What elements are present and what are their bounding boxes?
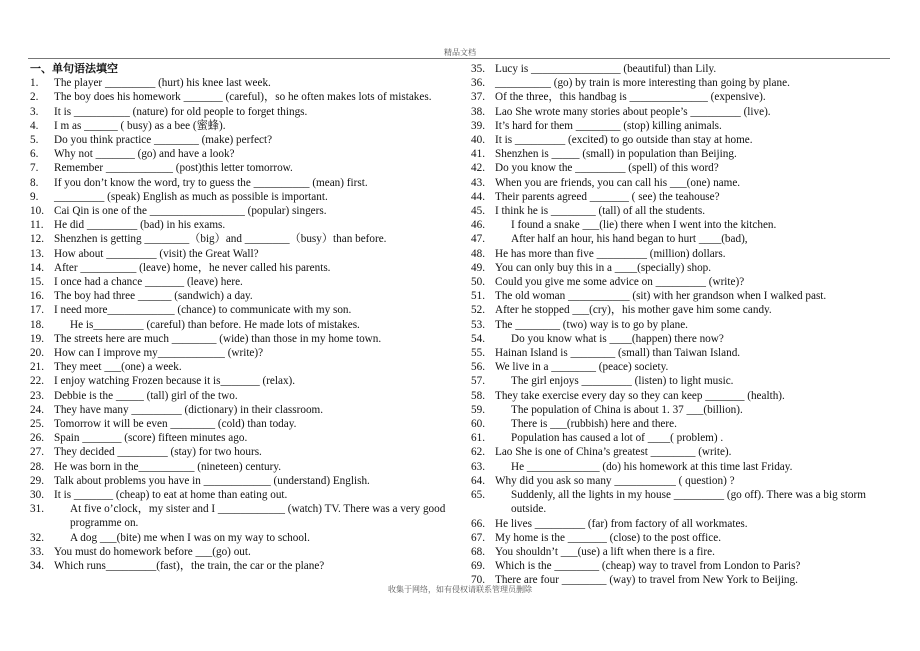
question-text: I enjoy watching Frozen because it is_______ (relax). [54, 375, 296, 388]
question-text: When you are friends, you can call his ___(one) name. [495, 176, 741, 189]
question-number: 48. [471, 247, 485, 260]
question-item [30, 445, 450, 459]
question-text: Tomorrow it will be even ________ (cold) than today. [54, 418, 297, 431]
question-number: 22. [30, 375, 44, 388]
question-text: He is_________ (careful) than before. He made lots of mistakes. [70, 318, 360, 331]
question-number: 39. [471, 119, 485, 132]
question-number: 65. [471, 489, 485, 502]
question-item [471, 318, 891, 332]
question-number: 2. [30, 91, 39, 104]
question-text: Do you know what is ____(happen) there now? [511, 332, 724, 345]
question-number: 8. [30, 176, 39, 189]
question-text: They meet ___(one) a week. [54, 361, 182, 374]
question-number: 11. [30, 219, 44, 232]
question-text: Cai Qin is one of the _________________ (popular) singers. [54, 205, 327, 218]
question-number: 7. [30, 162, 39, 175]
question-list-right [471, 62, 891, 588]
question-item [30, 488, 450, 502]
question-number: 42. [471, 162, 485, 175]
question-number: 35. [471, 63, 485, 75]
question-number: 25. [30, 418, 44, 431]
question-text: The streets here are much ________ (wide) than those in my home town. [54, 332, 382, 345]
question-item [471, 119, 891, 133]
question-item [30, 460, 450, 474]
question-number: 61. [471, 432, 485, 445]
question-number: 68. [471, 545, 485, 558]
question-item [471, 218, 891, 232]
question-number: 24. [30, 403, 44, 416]
question-number: 13. [30, 247, 44, 260]
question-number: 51. [471, 290, 485, 303]
question-text: Do you think practice ________ (make) perfect? [54, 134, 273, 146]
question-item [30, 374, 450, 388]
question-number: 70. [471, 574, 485, 587]
question-text: The player _________ (hurt) his knee last week. [54, 77, 271, 90]
question-text: He lives _________ (far) from factory of all workmates. [495, 517, 748, 530]
question-number: 69. [471, 560, 485, 573]
question-text: He did _________ (bad) in his exams. [54, 219, 226, 232]
question-item [471, 460, 891, 474]
page-footer: 收集于网络，如有侵权请联系管理员删除 [388, 585, 532, 594]
question-item [30, 190, 450, 204]
section-title: 一、单句语法填空 [30, 62, 118, 75]
question-item [30, 204, 450, 218]
question-text: It is _______ (cheap) to eat at home than eating out. [54, 489, 288, 502]
question-item [471, 417, 891, 431]
right-column [471, 62, 891, 588]
question-item [30, 261, 450, 275]
question-item [30, 389, 450, 403]
question-number: 46. [471, 219, 485, 232]
question-number: 1. [30, 77, 39, 90]
question-text: It is _________ (excited) to go outside than stay at home. [495, 134, 753, 147]
question-item [30, 559, 450, 573]
question-number: 4. [30, 119, 39, 132]
question-text: Which runs_________(fast)，the train, the car or the plane? [54, 560, 325, 573]
question-number: 57. [471, 375, 485, 388]
question-item [30, 403, 450, 417]
question-text: You must do homework before ___(go) out. [54, 545, 251, 558]
header-divider [28, 58, 890, 59]
question-number: 40. [471, 134, 485, 147]
question-text: They decided _________ (stay) for two hours. [54, 446, 262, 459]
question-text: I found a snake ___(lie) there when I went into the kitchen. [511, 219, 777, 232]
question-number: 41. [471, 148, 485, 161]
question-item [30, 133, 450, 147]
question-text: Talk about problems you have in ____________ (understand) English. [54, 474, 370, 487]
question-item [471, 374, 891, 388]
left-column [30, 62, 450, 573]
question-number: 67. [471, 531, 485, 544]
question-item [471, 161, 891, 175]
question-text: He was born in the__________ (nineteen) century. [54, 460, 281, 473]
question-number: 6. [30, 148, 39, 161]
question-text: The boy does his homework _______ (careful)，so he often makes lots of mistakes. [54, 91, 432, 104]
question-number: 20. [30, 347, 44, 360]
question-item [30, 232, 450, 246]
question-item [471, 90, 891, 104]
question-text: Shenzhen is _____ (small) in population than Beijing. [495, 148, 737, 161]
page-header: 精品文档 [444, 48, 476, 57]
question-text: I need more____________ (chance) to communicate with my son. [54, 304, 352, 317]
question-number: 53. [471, 318, 485, 331]
question-item [471, 289, 891, 303]
question-text: Of the three，this handbag is ______________ (expensive). [495, 91, 766, 104]
question-item [471, 303, 891, 317]
question-text: A dog ___(bite) me when I was on my way to school. [70, 531, 310, 544]
question-item [30, 474, 450, 488]
question-text: We live in a ________ (peace) society. [495, 361, 669, 374]
question-text: He _____________ (do) his homework at this time last Friday. [511, 460, 793, 473]
question-text: I m as ______ ( busy) as a bee (蜜蜂). [54, 119, 226, 132]
question-number: 33. [30, 545, 44, 558]
question-text: It is __________ (nature) for old people to forget things. [54, 105, 308, 118]
question-number: 27. [30, 446, 44, 459]
question-text: Do you know the _________ (spell) of this word? [495, 162, 719, 175]
question-number: 52. [471, 304, 485, 317]
question-text: Lao She is one of China’s greatest ________ (write). [495, 446, 732, 459]
question-text: They take exercise every day so they can keep _______ (health). [495, 389, 785, 402]
question-text: There is ___(rubbish) here and there. [511, 418, 677, 431]
question-number: 32. [30, 531, 44, 544]
question-text: Population has caused a lot of ____( problem) . [511, 432, 724, 445]
question-number: 26. [30, 432, 44, 445]
question-item [471, 232, 891, 246]
question-text: At five o’clock，my sister and I ____________ (watch) TV. There was a very good programme on. [70, 503, 446, 530]
question-item [30, 218, 450, 232]
question-number: 28. [30, 460, 44, 473]
question-list-left [30, 76, 450, 573]
question-number: 3. [30, 105, 39, 118]
question-item [471, 545, 891, 559]
question-item [30, 531, 450, 545]
question-item [30, 502, 450, 530]
question-number: 19. [30, 332, 44, 345]
question-item [471, 105, 891, 119]
question-text: The girl enjoys _________ (listen) to light music. [511, 375, 734, 388]
question-text: How can I improve my____________ (write)? [54, 347, 264, 360]
question-item [471, 176, 891, 190]
question-item [471, 431, 891, 445]
question-text: The population of China is about 1. 37 ___(billion). [511, 403, 743, 416]
question-number: 62. [471, 446, 485, 459]
question-text: Suddenly, all the lights in my house _________ (go off). There was a big storm outside. [511, 489, 866, 516]
question-item [471, 445, 891, 459]
question-text: __________ (go) by train is more interesting than going by plane. [495, 77, 790, 90]
question-text: Their parents agreed _______ ( see) the teahouse? [495, 190, 720, 203]
question-number: 30. [30, 489, 44, 502]
question-text: You shouldn’t ___(use) a lift when there is a fire. [495, 545, 715, 558]
question-text: He has more than five _________ (million) dollars. [495, 247, 726, 260]
question-item [30, 176, 450, 190]
question-item [30, 76, 450, 90]
question-number: 56. [471, 361, 485, 374]
question-number: 50. [471, 276, 485, 289]
question-text: Why not _______ (go) and have a look? [54, 148, 235, 161]
question-text: I once had a chance _______ (leave) here. [54, 276, 243, 289]
question-text: Spain _______ (score) fifteen minutes ago. [54, 432, 248, 445]
question-item [471, 62, 891, 76]
question-text: If you don’t know the word, try to guess the __________ (mean) first. [54, 176, 368, 189]
question-number: 17. [30, 304, 44, 317]
question-number: 43. [471, 176, 485, 189]
question-text: I think he is ________ (tall) of all the students. [495, 205, 706, 218]
question-text: Could you give me some advice on _________ (write)? [495, 276, 745, 289]
question-number: 36. [471, 77, 485, 90]
question-number: 38. [471, 105, 485, 118]
question-text: You can only buy this in a ____(specially) shop. [495, 261, 712, 274]
question-item [30, 346, 450, 360]
question-item [30, 431, 450, 445]
question-text: _________ (speak) English as much as possible is important. [54, 190, 328, 203]
question-item [471, 346, 891, 360]
question-item [471, 332, 891, 346]
question-text: After __________ (leave) home，he never called his parents. [54, 261, 331, 274]
question-number: 60. [471, 418, 485, 431]
question-item [471, 247, 891, 261]
question-text: Which is the ________ (cheap) way to travel from London to Paris? [495, 560, 801, 573]
question-text: There are four ________ (way) to travel from New York to Beijing. [495, 574, 798, 587]
question-text: Why did you ask so many ___________ ( question) ? [495, 474, 735, 487]
question-number: 37. [471, 91, 485, 104]
question-text: Remember ____________ (post)this letter tomorrow. [54, 162, 293, 175]
question-text: It’s hard for them ________ (stop) killing animals. [495, 119, 722, 132]
question-item [30, 161, 450, 175]
question-text: The old woman ___________ (sit) with her grandson when I walked past. [495, 290, 827, 303]
question-item [471, 474, 891, 488]
question-item [30, 332, 450, 346]
question-number: 9. [30, 190, 39, 203]
question-number: 12. [30, 233, 44, 246]
question-number: 15. [30, 276, 44, 289]
question-item [30, 275, 450, 289]
question-item [471, 488, 891, 516]
question-number: 31. [30, 503, 44, 516]
question-item [30, 318, 450, 332]
question-text: Hainan Island is ________ (small) than Taiwan Island. [495, 347, 741, 360]
question-number: 23. [30, 389, 44, 402]
question-item [471, 360, 891, 374]
question-text: How about _________ (visit) the Great Wall? [54, 247, 259, 260]
question-text: The boy had three ______ (sandwich) a day. [54, 290, 253, 303]
question-item [471, 531, 891, 545]
question-number: 49. [471, 261, 485, 274]
question-item [30, 360, 450, 374]
question-number: 34. [30, 560, 44, 573]
question-number: 45. [471, 205, 485, 218]
question-item [471, 389, 891, 403]
question-number: 59. [471, 403, 485, 416]
question-item [471, 147, 891, 161]
question-text: Lao She wrote many stories about people’s _________ (live). [495, 105, 771, 118]
question-item [30, 545, 450, 559]
question-number: 18. [30, 318, 44, 331]
question-number: 66. [471, 517, 485, 530]
question-number: 58. [471, 389, 485, 402]
question-number: 55. [471, 347, 485, 360]
question-item [30, 247, 450, 261]
question-number: 10. [30, 205, 44, 218]
question-number: 63. [471, 460, 485, 473]
question-item [30, 119, 450, 133]
question-number: 29. [30, 474, 44, 487]
question-item [471, 76, 891, 90]
question-item [471, 517, 891, 531]
question-text: Debbie is the _____ (tall) girl of the two. [54, 389, 238, 402]
question-text: Shenzhen is getting ________（big）and ________（busy）than before. [54, 233, 387, 246]
question-item [471, 559, 891, 573]
question-number: 14. [30, 261, 44, 274]
question-number: 21. [30, 361, 44, 374]
question-item [471, 204, 891, 218]
question-text: They have many _________ (dictionary) in their classroom. [54, 403, 324, 416]
question-number: 54. [471, 332, 485, 345]
question-item [30, 289, 450, 303]
question-item [471, 261, 891, 275]
question-number: 47. [471, 233, 485, 246]
question-text: My home is the _______ (close) to the post office. [495, 531, 721, 544]
question-text: Lucy is ________________ (beautiful) than Lily. [495, 63, 717, 75]
question-item [471, 403, 891, 417]
question-item [30, 303, 450, 317]
question-number: 5. [30, 134, 39, 146]
question-item [30, 105, 450, 119]
question-item [30, 90, 450, 104]
question-number: 64. [471, 474, 485, 487]
question-text: After half an hour, his hand began to hurt ____(bad), [511, 233, 748, 246]
question-text: After he stopped ___(cry)，his mother gave him some candy. [495, 304, 772, 317]
question-item [471, 275, 891, 289]
question-item [471, 133, 891, 147]
question-text: The ________ (two) way is to go by plane. [495, 318, 688, 331]
question-number: 16. [30, 290, 44, 303]
question-item [471, 190, 891, 204]
question-item [30, 147, 450, 161]
question-number: 44. [471, 190, 485, 203]
question-item [30, 417, 450, 431]
